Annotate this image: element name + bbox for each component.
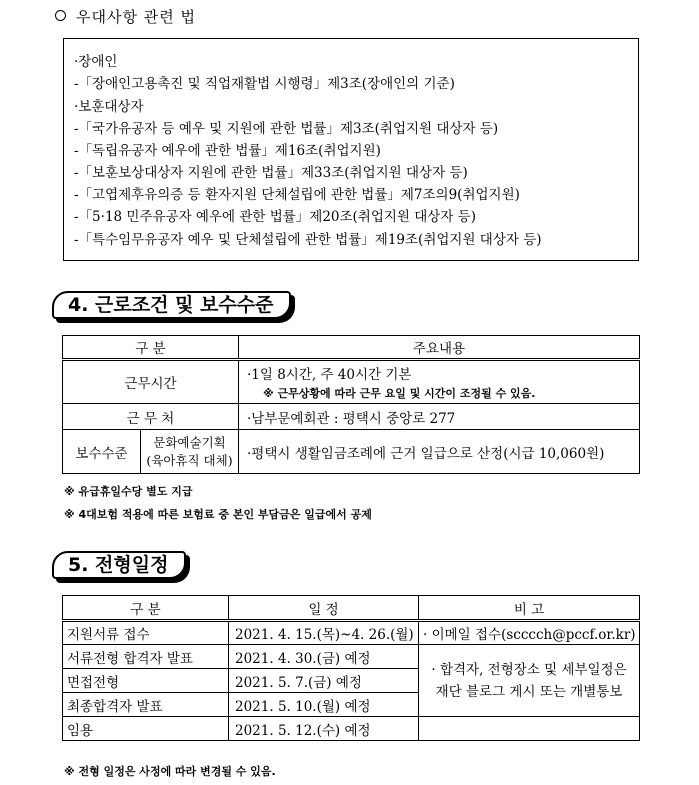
table-header-category: 구 분: [63, 336, 239, 360]
schedule-stage: 임용: [63, 717, 229, 741]
law-line: -「특수임무유공자 예우 및 단체설립에 관한 법률」제19조(취업지원 대상자 등): [74, 232, 542, 248]
law-line: -「5·18 민주유공자 예우에 관한 법률」제20조(취업지원 대상자 등): [74, 209, 476, 225]
work-conditions-table: [62, 335, 640, 474]
schedule-date: 2021. 4. 15.(목)~4. 26.(월): [229, 621, 419, 645]
schedule-header-remark: 비 고: [419, 596, 640, 621]
law-line: ·장애인: [74, 54, 118, 70]
place-value: ·남부문예회관 : 평택시 중앙로 277: [239, 404, 640, 430]
circle-bullet-icon: [55, 10, 66, 21]
remark-notice-line-2: 재단 블로그 게시 또는 개별통보: [435, 683, 623, 700]
schedule-header-stage: 구 분: [63, 596, 229, 621]
section5-note: ※ 전형 일정은 사정에 따라 변경될 수 있음.: [64, 765, 276, 778]
schedule-remark-empty: [419, 717, 640, 741]
place-label: 근 무 처: [63, 404, 239, 430]
law-line: -「독립유공자 예우에 관한 법률」제16조(취업지원): [74, 143, 381, 159]
schedule-date: 2021. 5. 10.(월) 예정: [229, 693, 419, 717]
section4-note-1: ※ 유급휴일수당 별도 지급: [64, 485, 193, 498]
hours-main: ·1일 8시간, 주 40시간 기본: [247, 367, 412, 383]
law-line: ·보훈대상자: [74, 99, 144, 115]
preference-law-box: [63, 38, 639, 261]
schedule-header-date: 일 정: [229, 596, 419, 621]
law-line: -「고엽제후유의증 등 환자지원 단체설립에 관한 법률」제7조의9(취업지원): [74, 187, 520, 203]
hours-label: 근무시간: [63, 360, 239, 404]
schedule-table: [62, 595, 640, 741]
law-line: -「국가유공자 등 예우 및 지원에 관한 법률」제3조(취업지원 대상자 등): [74, 121, 499, 137]
pay-sub1: 문화예술기획: [153, 434, 226, 450]
schedule-stage: 지원서류 접수: [63, 621, 229, 645]
section4-heading: 4. 근로조건 및 보수수준: [52, 291, 291, 319]
table-header-content: 주요내용: [239, 336, 640, 360]
hours-cell: [239, 360, 640, 404]
section4-note-2: ※ 4대보험 적용에 따른 보험료 중 본인 부담금은 일급에서 공제: [64, 508, 372, 521]
remark-notice-line-1: · 합격자, 전형장소 및 세부일정은: [431, 661, 627, 678]
law-line: -「보훈보상대상자 지원에 관한 법률」제33조(취업지원 대상자 등): [74, 165, 468, 181]
pay-sub-cell: [141, 430, 239, 474]
pay-value: ·평택시 생활임금조례에 근거 일급으로 산정(시급 10,060원): [239, 430, 640, 474]
preference-section-title: 우대사항 관련 법: [55, 6, 196, 27]
schedule-remark-notice: [419, 645, 640, 717]
schedule-date: 2021. 5. 7.(금) 예정: [229, 669, 419, 693]
schedule-stage: 최종합격자 발표: [63, 693, 229, 717]
law-line: -「장애인고용촉진 및 직업재활법 시행령」제3조(장애인의 기준): [74, 76, 455, 92]
section5-heading: 5. 전형일정: [52, 551, 186, 579]
hours-note: ※ 근무상황에 따라 근무 요일 및 시간이 조정될 수 있음.: [263, 387, 536, 400]
schedule-date: 2021. 4. 30.(금) 예정: [229, 645, 419, 669]
schedule-remark-email: · 이메일 접수(scccch@pccf.or.kr): [419, 621, 640, 645]
schedule-date: 2021. 5. 12.(수) 예정: [229, 717, 419, 741]
schedule-stage: 서류전형 합격자 발표: [63, 645, 229, 669]
pay-sub2: (육아휴직 대체): [146, 452, 233, 468]
pay-label: 보수수준: [63, 430, 141, 474]
schedule-stage: 면접전형: [63, 669, 229, 693]
